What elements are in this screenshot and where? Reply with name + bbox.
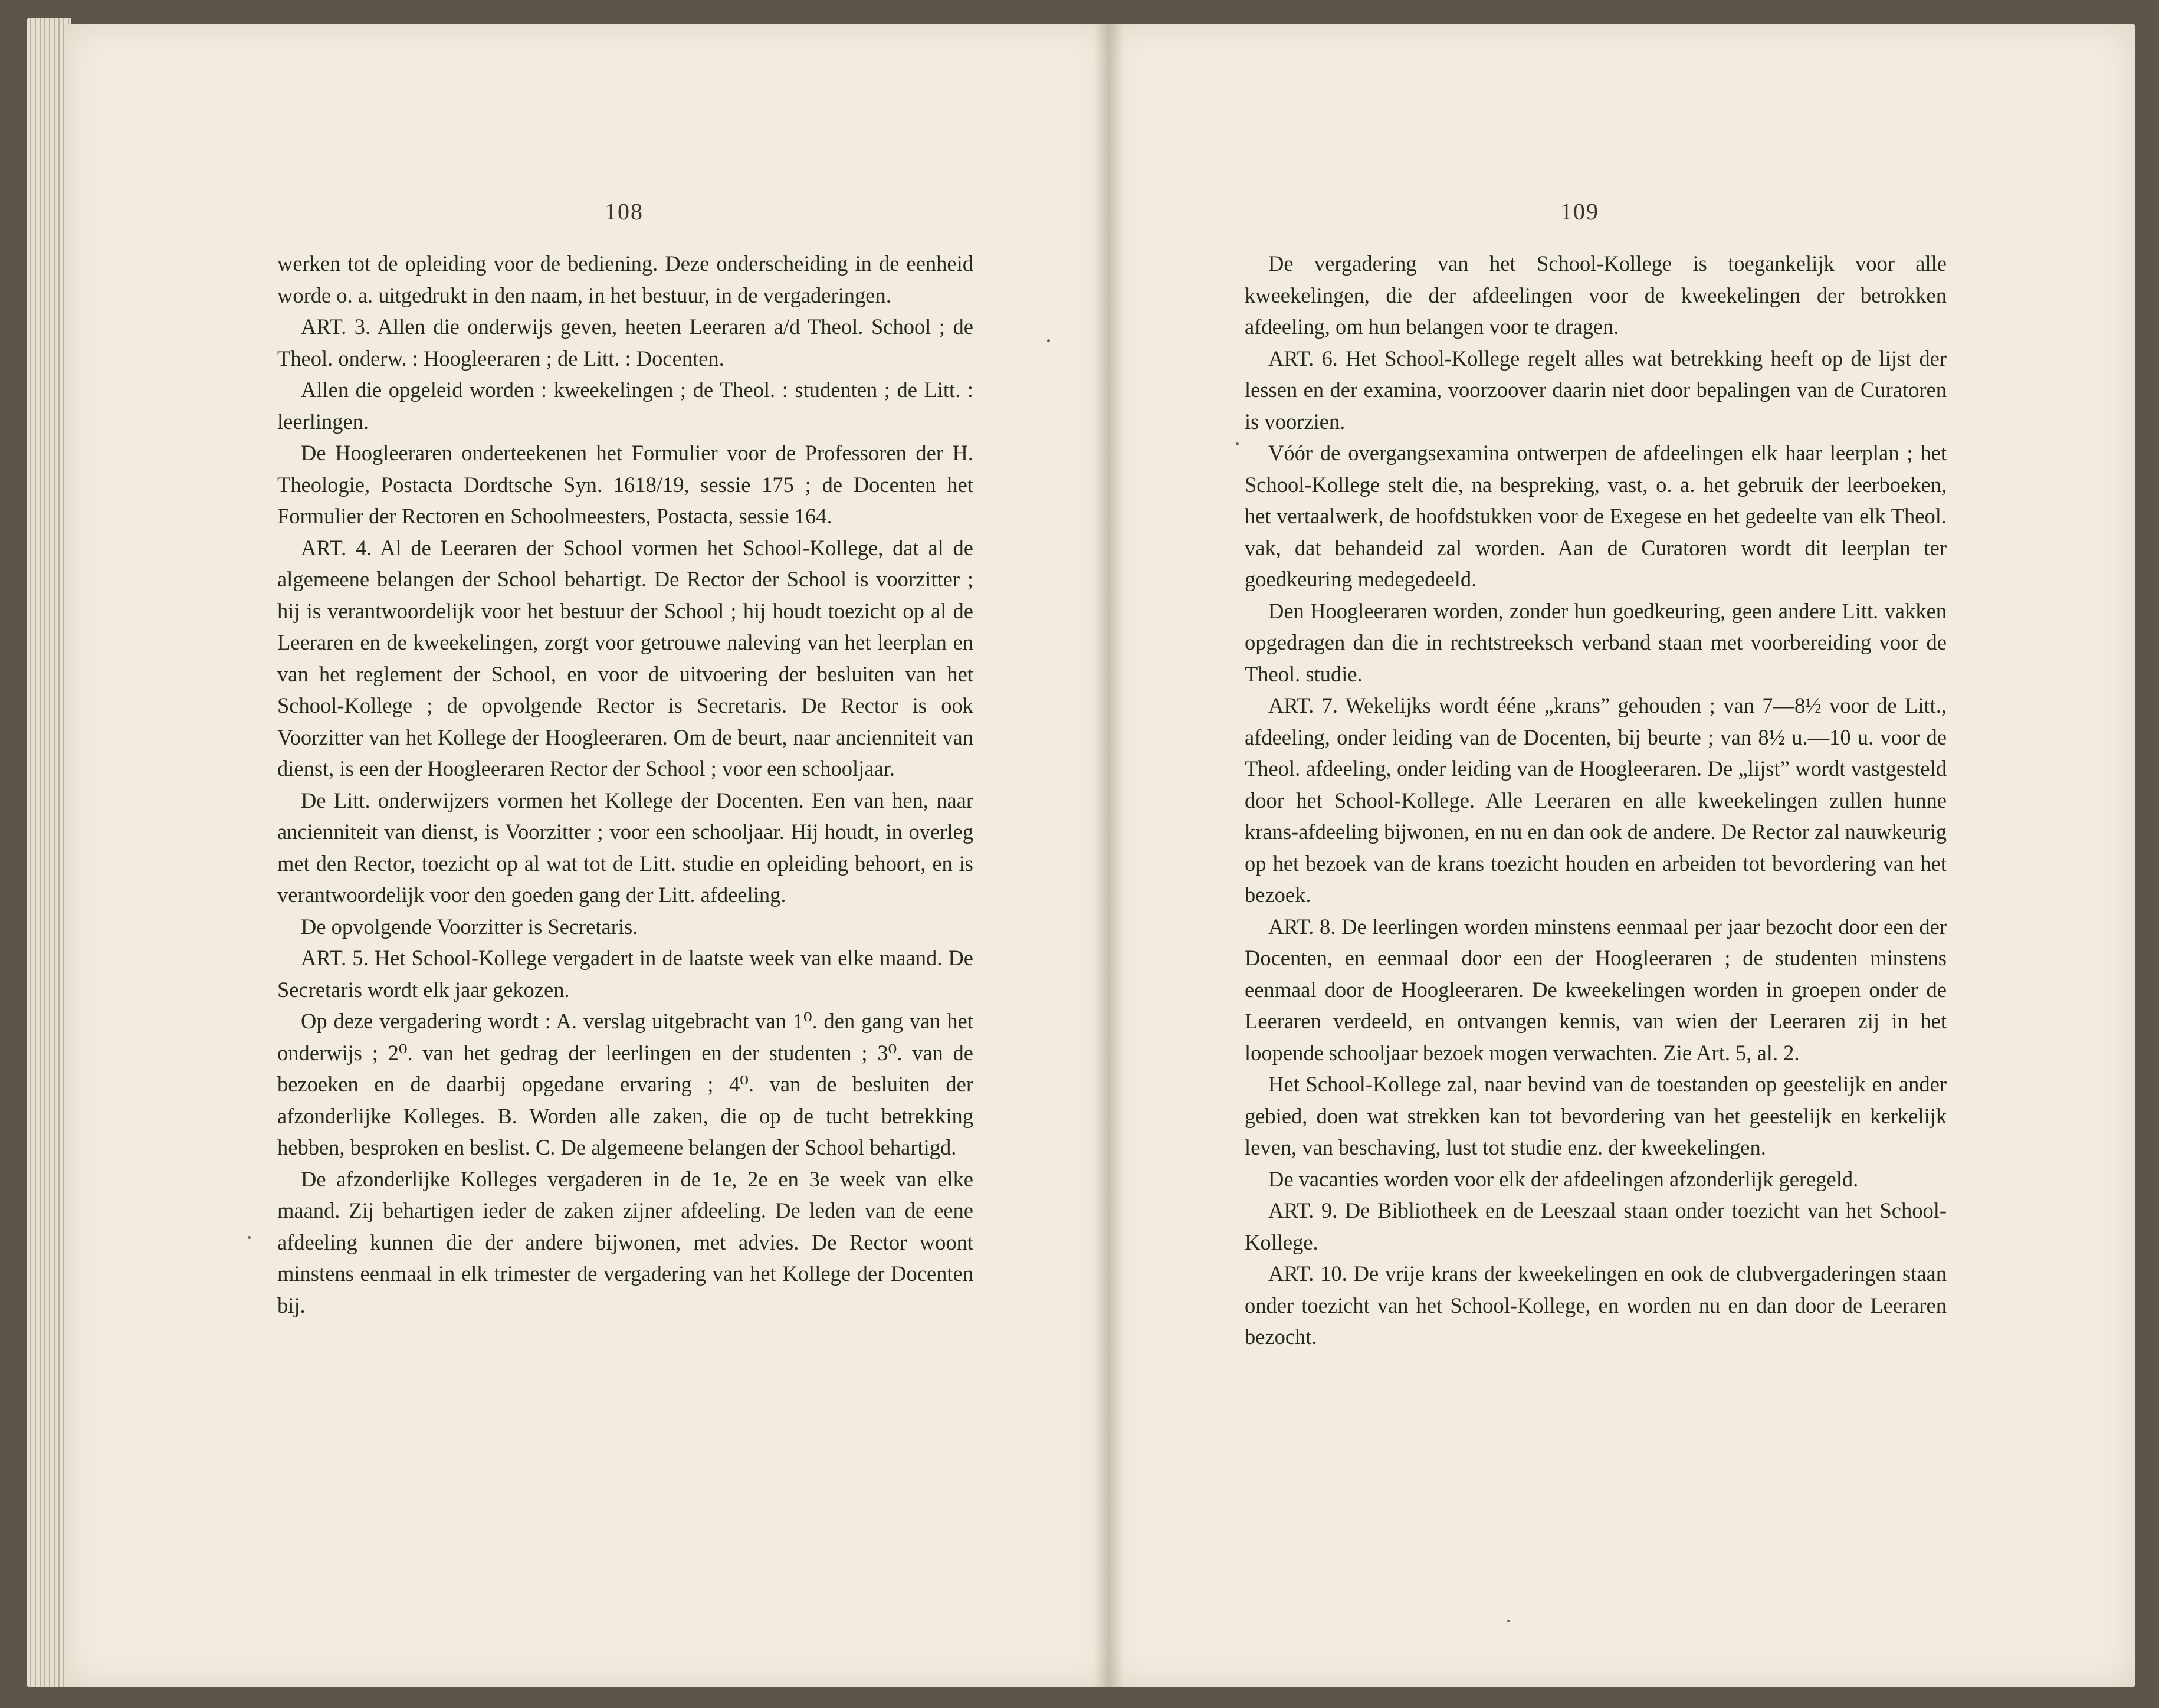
paragraph: Op deze vergadering wordt : A. verslag uitgebracht van 1⁰. den gang van het onderwijs ; 2⁰. van het gedrag der leerlingen en der studenten ; 3⁰. van de bezoeken en de daarbij opgedane ervaring ; 4⁰. van de besluiten der afzonderlijke Kolleges. B. Worden alle zaken, die op de tucht betrekking hebben, besproken en beslist. C. De algemeene belangen der School behartigd. [277, 1009, 973, 1159]
paragraph: ART. 10. De vrije krans der kweekelingen en ook de clubvergaderingen staan onder toezicht van het School-Kollege, en worden nu en dan door de Leeraren bezocht. [1245, 1261, 1947, 1349]
paragraph: ART. 3. Allen die onderwijs geven, heeten Leeraren a/d Theol. School ; de Theol. onderw. : Hoogleeraren ; de Litt. : Docenten. [277, 314, 973, 371]
speck [1236, 442, 1239, 445]
paragraph: ART. 5. Het School-Kollege vergadert in de laatste week van elke maand. De Secretaris wordt elk jaar gekozen. [277, 946, 973, 1002]
paragraph: De Litt. onderwijzers vormen het Kollege der Docenten. Een van hen, naar ancienniteit van dienst, is Voorzitter ; voor een schooljaar. Hij houdt, in overleg met den Rector, toezicht op al wat tot de Litt. studie en opleiding behoort, en is verantwoordelijk voor den goeden gang der Litt. afdeeling. [277, 788, 973, 907]
book-gutter [1094, 24, 1124, 1687]
paragraph: werken tot de opleiding voor de bediening. Deze onderscheiding in de eenheid worde o. a. uitgedrukt in den naam, in het bestuur, in de vergaderingen. [277, 251, 973, 307]
paragraph: ART. 4. Al de Leeraren der School vormen het School-Kollege, dat al de algemeene belangen der School behartigt. De Rector der School is voorzitter ; hij is verantwoordelijk voor het bestuur der School ; hij houdt toezicht op al de Leeraren en de kweekelingen, zorgt voor getrouwe naleving van het leerplan en van het reglement der School, en voor de uitvoering der besluiten van het School-Kollege ; de opvolgende Rector is Secretaris. De Rector is ook Voorzitter van het Kollege der Hoogleeraren. Om de beurt, naar ancienniteit van dienst, is een der Hoogleeraren Rector der School ; voor een schooljaar. [277, 535, 973, 781]
right-page-number: 109 [1560, 198, 1599, 225]
paragraph: Het School-Kollege zal, naar bevind van de toestanden op geestelijk en ander gebied, doen wat strekken kan tot bevordering van het geestelijk en kerkelijk leven, van beschaving, lust tot studie enz. der kweekelingen. [1245, 1072, 1947, 1159]
paragraph: De afzonderlijke Kolleges vergaderen in de 1e, 2e en 3e week van elke maand. Zij behartigen ieder de zaken zijner afdeeling. De leden van de eene afdeeling kunnen die der andere bijwonen, met advies. De Rector woont minstens eenmaal in elk trimester de vergadering van het Kollege der Docenten bij. [277, 1166, 973, 1317]
paragraph: ART. 6. Het School-Kollege regelt alles wat betrekking heeft op de lijst der lessen en der examina, voorzoover daarin niet door bepalingen van de Curatoren is voorzien. [1245, 346, 1947, 434]
left-page-text [277, 248, 973, 1321]
paragraph: Allen die opgeleid worden : kweekelingen ; de Theol. : studenten ; de Litt. : leerlingen. [277, 378, 973, 434]
paragraph: De vergadering van het School-Kollege is toegankelijk voor alle kweekelingen, die der afdeelingen voor de kweekelingen der betrokken afdeeling, om hun belangen voor te dragen. [1245, 251, 1947, 339]
right-page-text [1245, 248, 1947, 1353]
page-edges [27, 18, 71, 1687]
paragraph: Vóór de overgangsexamina ontwerpen de afdeelingen elk haar leerplan ; het School-Kollege stelt die, na bespreking, vast, o. a. het gebruik der leerboeken, het vertaalwerk, de hoofdstukken voor de Exegese en het gedeelte van elk Theol. vak, dat behandeid zal worden. Aan de Curatoren wordt dit leerplan ter goedkeuring medegedeeld. [1245, 441, 1947, 591]
left-page-number: 108 [605, 198, 644, 225]
paragraph: De vacanties worden voor elk der afdeelingen afzonderlijk geregeld. [1268, 1166, 1859, 1191]
speck [1047, 339, 1050, 342]
paragraph: De opvolgende Voorzitter is Secretaris. [301, 914, 638, 939]
paragraph: Den Hoogleeraren worden, zonder hun goedkeuring, geen andere Litt. vakken opgedragen dan die in rechtstreeksch verband staan met voorbereiding voor de Theol. studie. [1245, 598, 1947, 686]
paragraph: ART. 9. De Bibliotheek en de Leeszaal staan onder toezicht van het School-Kollege. [1245, 1198, 1947, 1254]
paragraph: ART. 7. Wekelijks wordt ééne „krans” gehouden ; van 7—8½ voor de Litt., afdeeling, onder leiding van de Docenten, bij beurte ; van 8½ u.—10 u. voor de Theol. afdeeling, onder leiding van de Hoogleeraren. De „lijst” wordt vastgesteld door het School-Kollege. Alle Leeraren en alle kweekelingen zullen hunne krans-afdeeling bijwonen, en nu en dan ook de andere. De Rector zal nauwkeurig op het bezoek van de krans toezicht houden en arbeiden tot bevordering van het bezoek. [1245, 693, 1947, 907]
paragraph: ART. 8. De leerlingen worden minstens eenmaal per jaar bezocht door een der Docenten, en eenmaal door een der Hoogleeraren ; de studenten minstens eenmaal door de Hoogleeraren. De kweekelingen worden in groepen onder de Leeraren verdeeld, en ontvangen kennis, van wien der Leeraren zij in het loopende schooljaar bezoek mogen verwachten. Zie Art. 5, al. 2. [1245, 914, 1947, 1065]
paragraph: De Hoogleeraren onderteekenen het Formulier voor de Professoren der H. Theologie, Postacta Dordtsche Syn. 1618/19, sessie 175 ; de Docenten het Formulier der Rectoren en Schoolmeesters, Postacta, sessie 164. [277, 441, 973, 528]
speck [248, 1236, 251, 1239]
speck [1507, 1620, 1510, 1622]
